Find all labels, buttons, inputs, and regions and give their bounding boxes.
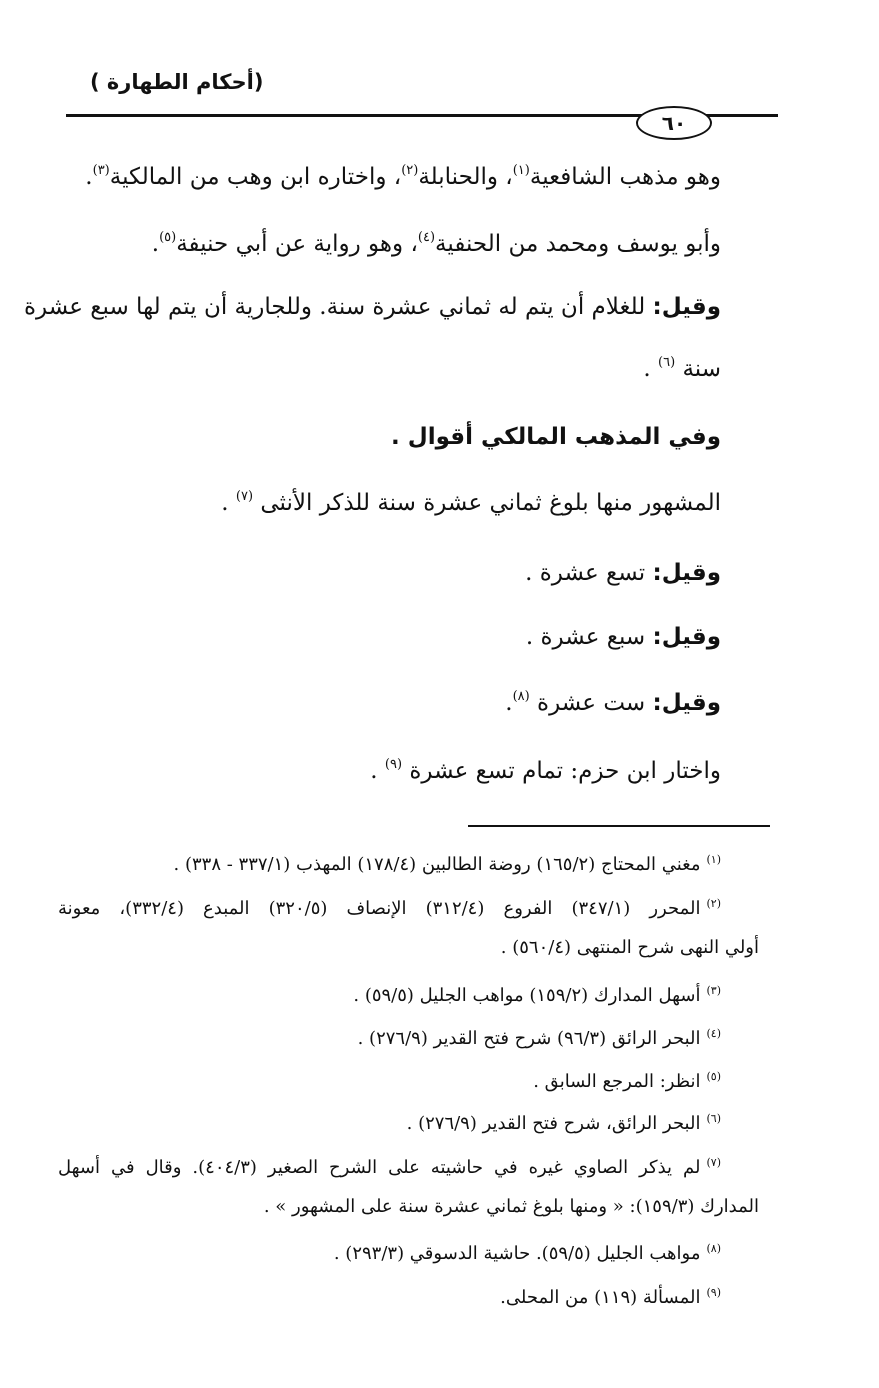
footnote-marker: (١): [512, 163, 530, 178]
label-qila: وقيل:: [652, 560, 721, 586]
paragraph-3-line-2: [643, 352, 721, 386]
text-span: وأبو يوسف ومحمد من الحنفية: [435, 231, 721, 257]
text-span: ، واختاره ابن وهب من المالكية: [109, 164, 402, 190]
footnote-text: مغني المحتاج (١٦٥/٢) روضة الطالبين (١٧٨/٤) المهذب (٣٣٧/١ - ٣٣٨) .: [173, 854, 701, 875]
text-span: للغلام أن يتم له ثماني عشرة سنة. وللجارية أن يتم لها سبع عشرة: [24, 294, 653, 320]
text-span: سبع عشرة .: [525, 624, 653, 650]
footnote-text: المحرر (٣٤٧/١) الفروع (٣١٢/٤) الإنصاف (٣٢٠/٥) المبدع (٣٣٢/٤)، معونة: [58, 898, 701, 919]
text-span: .: [85, 164, 93, 190]
text-span: ست عشرة: [529, 690, 653, 716]
footnote-4: [358, 1021, 721, 1052]
label-qila: وقيل:: [652, 294, 721, 320]
footnote-2: [58, 891, 721, 922]
label-qila: وقيل:: [652, 690, 721, 716]
footnote-marker: (٥): [159, 230, 177, 245]
text-span: واختار ابن حزم: تمام تسع عشرة: [402, 758, 721, 784]
footnote-marker: (٣): [92, 163, 110, 178]
text-span: المشهور منها بلوغ ثماني عشرة سنة للذكر الأنثى: [253, 490, 721, 516]
footnote-text: البحر الرائق، شرح فتح القدير (٢٧٦/٩) .: [406, 1113, 701, 1134]
text-span: سنة: [675, 356, 721, 382]
text-span: وهو مذهب الشافعية: [529, 164, 721, 190]
paragraph-ibn-hazm: [370, 754, 721, 788]
paragraph-1: [85, 160, 721, 194]
footnote-8: [334, 1236, 721, 1267]
running-header-title: (أحكام الطهارة ): [90, 70, 264, 94]
text-span: .: [221, 490, 236, 516]
opinion-2: [526, 620, 721, 654]
footnote-2-continued: أولي النهى شرح المنتهى (٥٦٠/٤) .: [500, 937, 759, 958]
footnote-7-continued: المدارك (١٥٩/٣): « ومنها بلوغ ثماني عشرة سنة على المشهور » .: [263, 1196, 759, 1217]
text-span: .: [505, 690, 513, 716]
footnote-text: انظر: المرجع السابق .: [533, 1071, 701, 1092]
page-number: ٦٠: [636, 106, 712, 140]
footnote-9: [500, 1280, 721, 1311]
footnote-number: (٦): [706, 1112, 721, 1125]
footnote-marker: (٦): [658, 355, 676, 370]
paragraph-2: [152, 227, 721, 261]
footnote-number: (١): [706, 853, 721, 866]
footnote-number: (٣): [706, 984, 721, 997]
text-span: ، وهو رواية عن أبي حنيفة: [176, 231, 418, 257]
footnote-number: (٩): [706, 1286, 721, 1299]
footnote-number: (٥): [706, 1070, 721, 1083]
section-heading: وفي المذهب المالكي أقوال .: [391, 424, 721, 450]
footnote-marker: (٧): [235, 489, 254, 504]
footnote-separator: [468, 825, 770, 827]
footnote-number: (٤): [706, 1027, 721, 1040]
footnote-marker: (٨): [512, 689, 530, 704]
text-span: .: [151, 231, 160, 257]
footnote-3: [353, 978, 721, 1009]
footnote-text: أسهل المدارك (١٥٩/٢) مواهب الجليل (٥٩/٥) .: [353, 985, 701, 1006]
footnote-number: (٢): [706, 897, 721, 910]
footnote-text: المسألة (١١٩) من المحلى.: [500, 1287, 701, 1308]
text-span: ، والحنابلة: [418, 164, 513, 190]
footnote-1: [174, 847, 721, 878]
footnote-6: [407, 1106, 721, 1137]
text-span: .: [643, 356, 658, 382]
footnote-marker: (٩): [384, 757, 403, 772]
footnote-number: (٨): [706, 1242, 721, 1255]
label-qila: وقيل:: [652, 624, 721, 650]
footnote-5: [533, 1064, 721, 1095]
footnote-7: [58, 1150, 721, 1181]
text-span: تسع عشرة .: [525, 560, 653, 586]
paragraph-4: [221, 486, 721, 520]
footnote-text: البحر الرائق (٩٦/٣) شرح فتح القدير (٢٧٦/٩) .: [357, 1028, 701, 1049]
opinion-3: [505, 686, 721, 720]
footnote-text: لم يذكر الصاوي غيره في حاشيته على الشرح الصغير (٤٠٤/٣). وقال في أسهل: [58, 1157, 701, 1178]
paragraph-3-line-1: [24, 290, 721, 324]
opinion-1: [525, 556, 721, 590]
footnote-number: (٧): [706, 1156, 722, 1169]
footnote-marker: (٢): [401, 163, 419, 178]
text-span: .: [370, 758, 385, 784]
footnote-marker: (٤): [417, 230, 436, 245]
footnote-text: مواهب الجليل (٥٩/٥). حاشية الدسوقي (٢٩٣/٣) .: [333, 1243, 701, 1264]
